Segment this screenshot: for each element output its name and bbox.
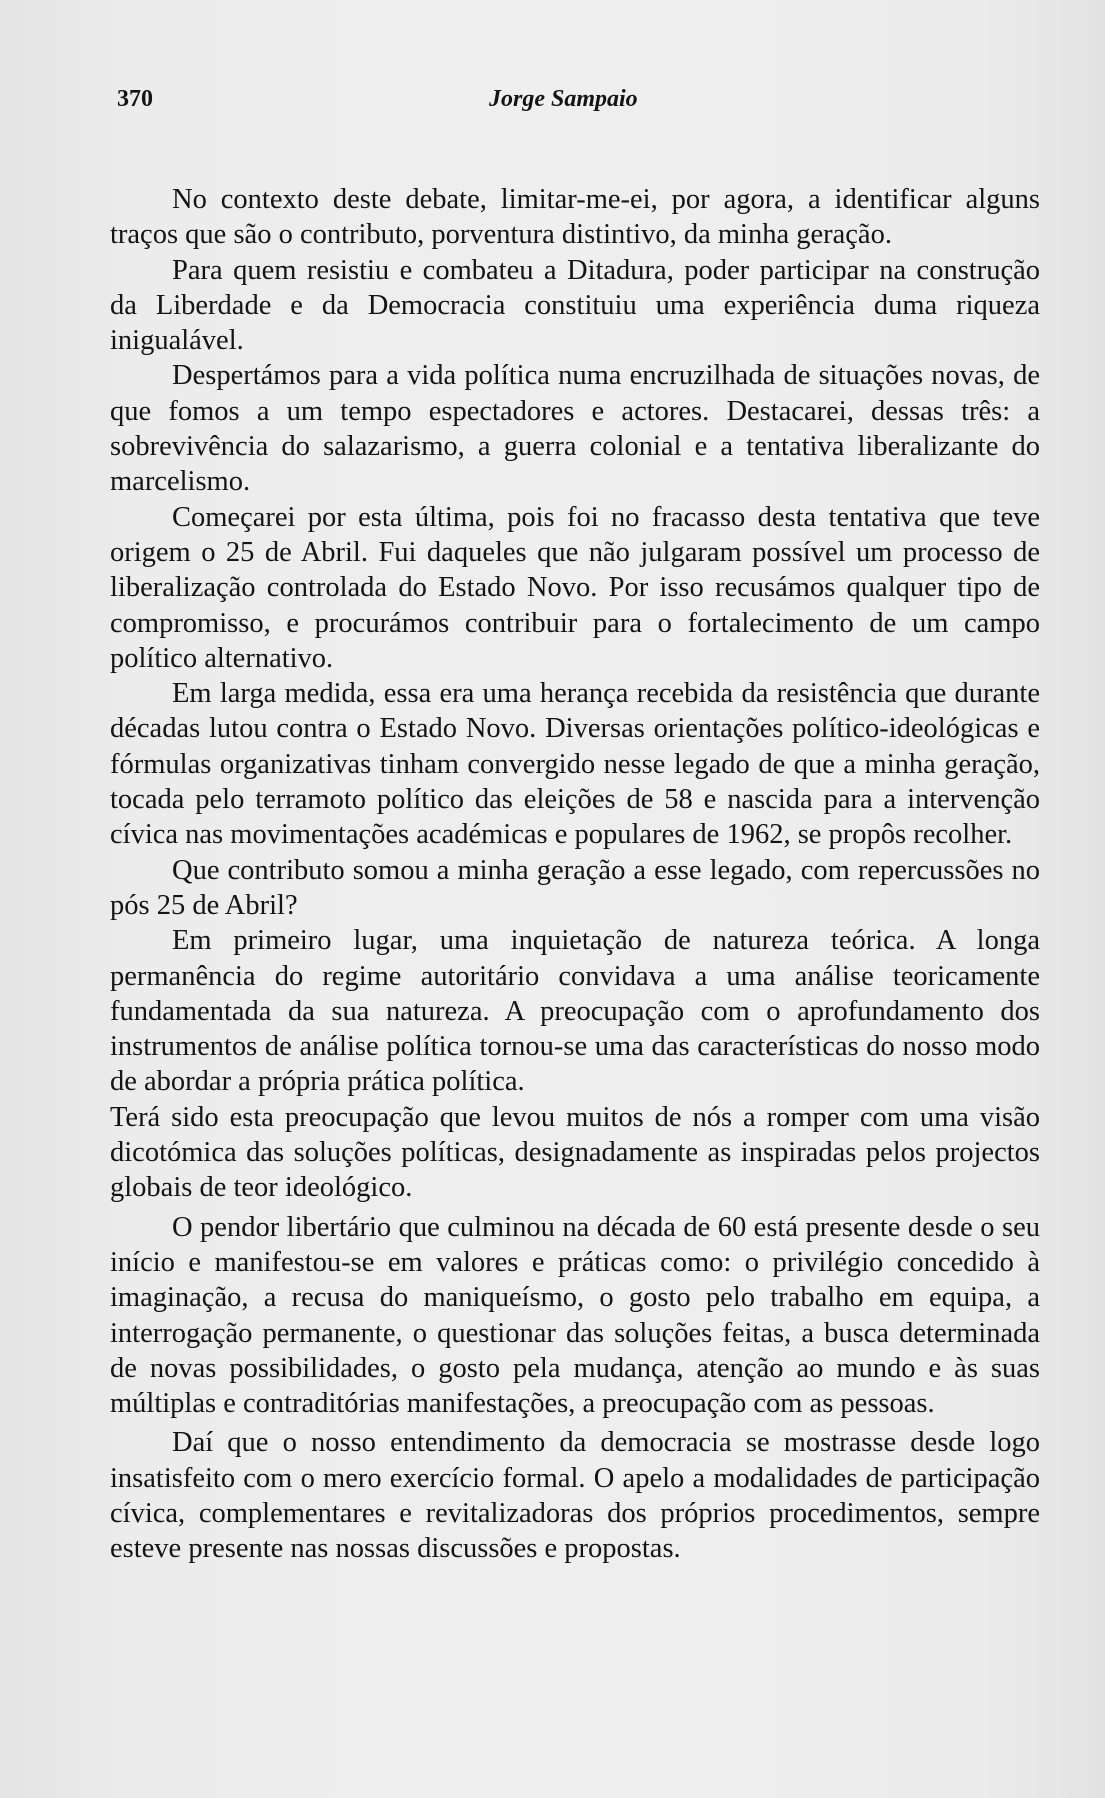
paragraph: Começarei por esta última, pois foi no fracasso desta tentativa que teve origem o 25 de Abril. Fui daqueles que não julgaram possível um processo de liberalização controlada do Estado Novo. Por isso recusámos qualquer tipo de compromisso, e procurámos contribuir para o fortalecimento de um campo político alternativo.	[110, 501, 1040, 674]
paragraph: Em larga medida, essa era uma herança recebida da resistência que durante décadas lutou contra o Estado Novo. Diversas orientações político-ideológicas e fórmulas organizativas tinham convergido nesse legado de que a minha geração, tocada pelo terramoto político das eleições de 58 e nascida para a intervenção cívica nas movimentações académicas e populares de 1962, se propôs recolher.	[110, 678, 1040, 851]
body-text	[110, 182, 1040, 1567]
paragraph: No contexto deste debate, limitar-me-ei, por agora, a identificar alguns traços que são o contributo, porventura distintivo, da minha geração.	[110, 184, 1040, 251]
paragraph: Terá sido esta preocupação que levou muitos de nós a romper com uma visão dicotómica das soluções políticas, designadamente as inspiradas pelos projectos globais de teor ideológico.	[110, 1101, 1040, 1204]
paragraph: Para quem resistiu e combateu a Ditadura, poder participar na construção da Liberdade e da Democracia constituiu uma experiência duma riqueza inigualável.	[110, 254, 1040, 357]
page-number: 370	[117, 86, 153, 112]
page-header	[117, 86, 1047, 122]
paragraph: Despertámos para a vida política numa encruzilhada de situações novas, de que fomos a um tempo espectadores e actores. Destacarei, dessas três: a sobrevivência do salazarismo, a guerra colonial e a tentativa liberalizante do marcelismo.	[110, 360, 1040, 498]
paragraph: Daí que o nosso entendimento da democracia se mostrasse desde logo insatisfeito com o mero exercício formal. O apelo a modalidades de participação cívica, complementares e revitalizadoras dos próprios procedimentos, sempre esteve presente nas nossas discussões e propostas.	[110, 1427, 1040, 1565]
paragraph: Em primeiro lugar, uma inquietação de natureza teórica. A longa permanência do regime autoritário convidava a uma análise teoricamente fundamentada da sua natureza. A preocupação com o aprofundamento dos instrumentos de análise política tornou-se uma das características do nosso modo de abordar a própria prática política.	[110, 925, 1040, 1098]
paragraph: Que contributo somou a minha geração a esse legado, com repercussões no pós 25 de Abril?	[110, 854, 1040, 921]
running-head-author: Jorge Sampaio	[489, 86, 638, 112]
paragraph: O pendor libertário que culminou na década de 60 está presente desde o seu início e manifestou-se em valores e práticas como: o privilégio concedido à imaginação, a recusa do maniqueísmo, o gosto pelo trabalho em equipa, a interrogação permanente, o questionar das soluções feitas, a busca determinada de novas possibilidades, o gosto pela mudança, atenção ao mundo e às suas múltiplas e contraditórias manifestações, a preocupação com as pessoas.	[110, 1211, 1040, 1420]
